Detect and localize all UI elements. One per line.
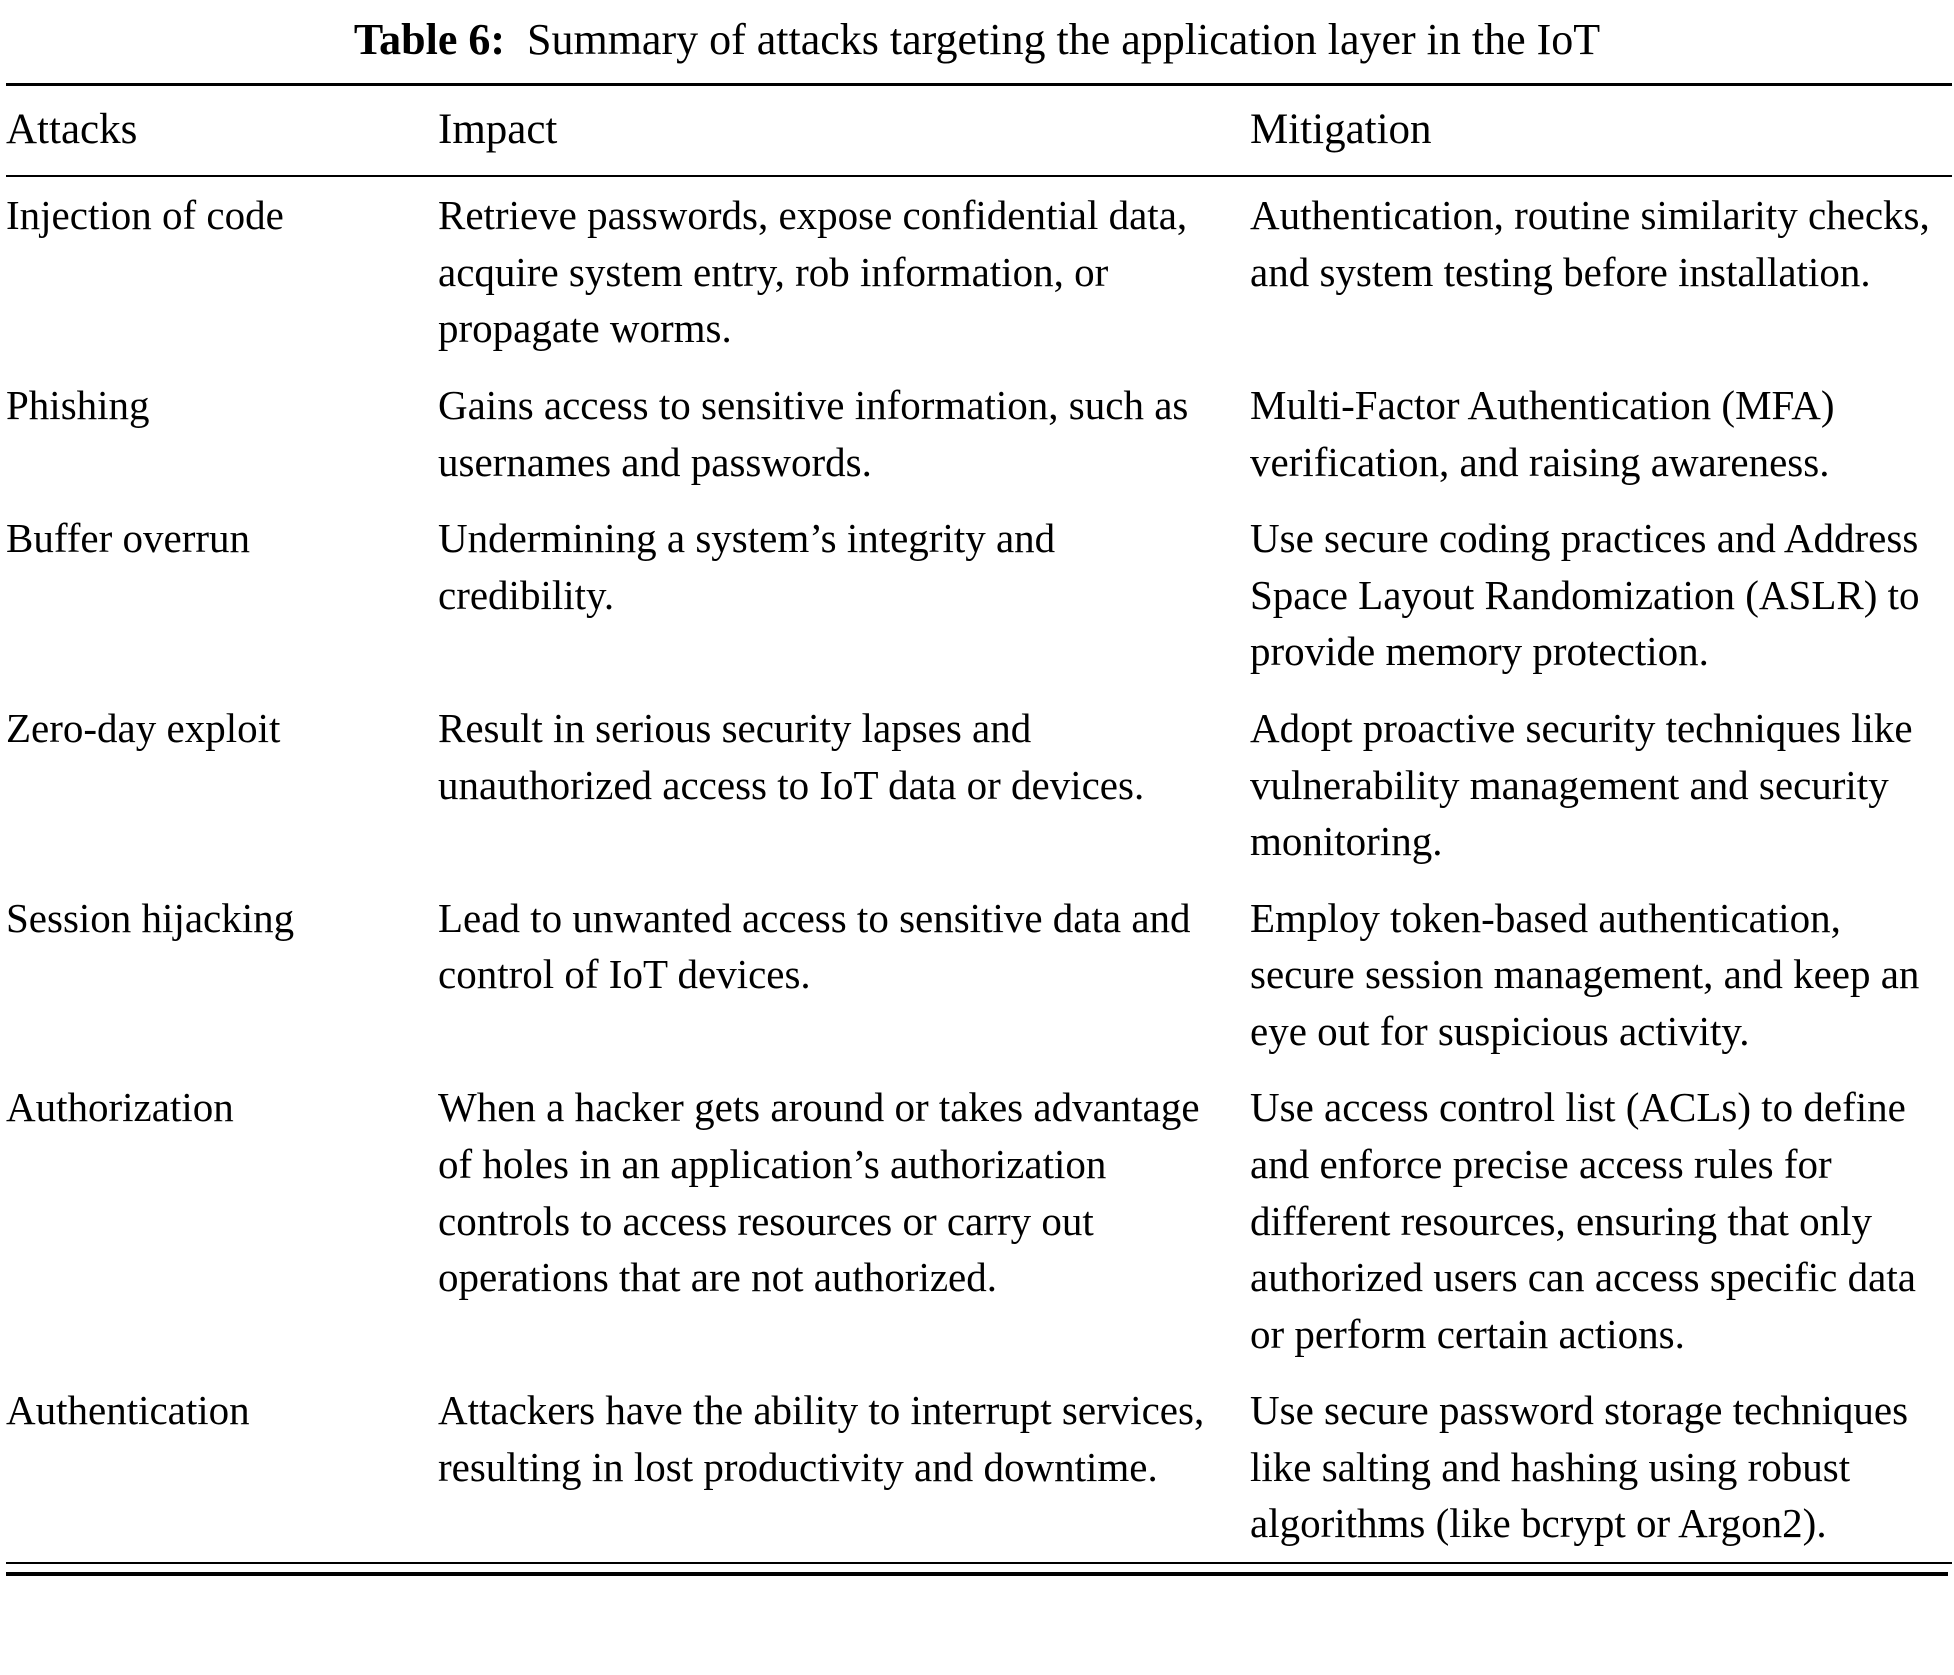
header-row	[6, 85, 1952, 177]
cell-impact: Result in serious security lapses and unauthorized access to IoT data or devices.	[438, 704, 1145, 808]
table-row	[6, 880, 1952, 1070]
cell-impact: Attackers have the ability to interrupt services, resulting in lost productivity and downtime.	[438, 1387, 1205, 1490]
cell-mitigation: Multi-Factor Authentication (MFA) verification, and raising awareness.	[1250, 382, 1835, 485]
cell-mitigation: Employ token-based authentication, secure session management, and keep an eye out for suspicious activity.	[1250, 894, 1920, 1054]
cell-impact: Retrieve passwords, expose confidential data, acquire system entry, rob information, or propagate worms.	[438, 192, 1188, 352]
table-row	[6, 1372, 1952, 1563]
cell-attack: Buffer overrun	[6, 515, 251, 562]
table-caption	[6, 12, 1948, 67]
cell-impact: When a hacker gets around or takes advantage of holes in an application’s authorization controls to access resources or carry out operations that are not authorized.	[438, 1084, 1200, 1301]
table-row	[6, 1069, 1952, 1372]
col-header-impact: Impact	[438, 85, 1250, 177]
cell-impact: Gains access to sensitive information, such as usernames and passwords.	[438, 382, 1189, 485]
cell-mitigation: Adopt proactive security techniques like vulnerability management and security monitoring.	[1250, 704, 1913, 865]
cell-mitigation: Use secure coding practices and Address Space Layout Randomization (ASLR) to provide memory protection.	[1250, 515, 1920, 675]
cell-mitigation: Use secure password storage techniques like salting and hashing using robust algorithms (like bcrypt or Argon2).	[1250, 1387, 1909, 1547]
col-header-mitigation: Mitigation	[1250, 85, 1952, 177]
table-row	[6, 367, 1952, 500]
table-caption-label: Table 6:	[353, 15, 505, 64]
attacks-table	[6, 83, 1952, 1564]
col-header-attacks: Attacks	[6, 85, 438, 177]
cell-attack: Phishing	[6, 382, 150, 429]
cell-impact: Lead to unwanted access to sensitive data and control of IoT devices.	[438, 894, 1191, 998]
cell-attack: Authentication	[6, 1387, 250, 1434]
cell-attack: Session hijacking	[6, 894, 295, 941]
table-row	[6, 176, 1952, 367]
table-caption-text: Summary of attacks targeting the application layer in the IoT	[527, 15, 1601, 64]
cell-attack: Authorization	[6, 1084, 234, 1131]
table-row	[6, 690, 1952, 880]
cell-mitigation: Authentication, routine similarity checks, and system testing before installation.	[1250, 192, 1930, 295]
cell-mitigation: Use access control list (ACLs) to define and enforce precise access rules for different resources, ensuring that only authorized users can access specific data or perform certain actions.	[1250, 1084, 1916, 1357]
table-bottom-rule	[6, 1572, 1948, 1576]
cell-attack: Zero-day exploit	[6, 704, 281, 751]
cell-impact: Undermining a system’s integrity and credibility.	[438, 515, 1056, 618]
cell-attack: Injection of code	[6, 192, 284, 239]
table-row	[6, 500, 1952, 690]
